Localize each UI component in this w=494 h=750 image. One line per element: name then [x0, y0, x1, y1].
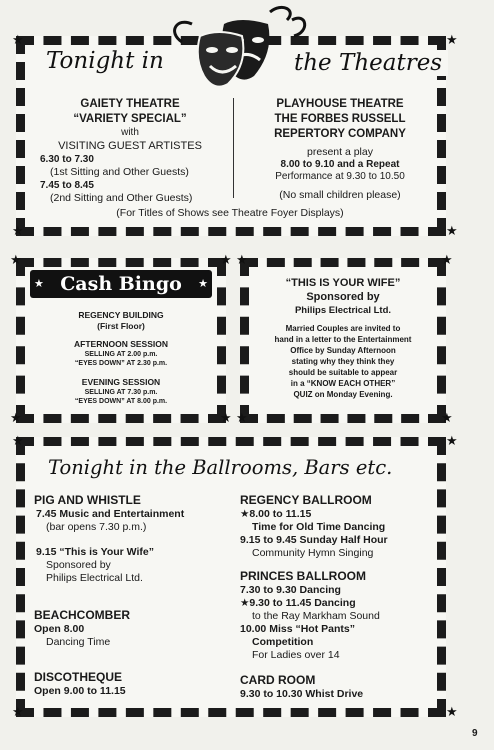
princes-line2: 9.30 to 11.45 Dancing: [249, 597, 356, 609]
bingo-evening-title: EVENING SESSION: [81, 377, 161, 387]
wife-body6: in a “KNOW EACH OTHER”: [290, 379, 396, 388]
playhouse-company1: THE FORBES RUSSELL: [274, 113, 406, 125]
bingo-title: Cash Bingo: [60, 273, 182, 295]
star-icon: ★: [12, 33, 24, 48]
bingo-afternoon-title: AFTERNOON SESSION: [74, 339, 168, 349]
beach-line2: Dancing Time: [46, 636, 111, 648]
star-icon: ★: [34, 277, 44, 290]
wife-details: [252, 276, 434, 400]
playhouse-company2: REPERTORY COMPANY: [274, 128, 406, 140]
star-icon: ★: [446, 705, 458, 720]
playhouse-times2: Performance at 9.30 to 10.50: [275, 171, 405, 182]
regency-line4: Community Hymn Singing: [252, 547, 374, 559]
theatres-title-right: the Theatres: [288, 50, 448, 76]
princes-line5: Competition: [252, 636, 314, 648]
bingo-afternoon-selling: SELLING AT 2.00 p.m.: [84, 351, 158, 358]
star-icon: ★: [198, 277, 208, 290]
bingo-floor: (First Floor): [97, 321, 145, 331]
playhouse-note: (No small children please): [279, 189, 401, 201]
gaiety-time1: 6.30 to 7.30: [40, 154, 94, 165]
wife-sponsor2: Philips Electrical Ltd.: [294, 305, 392, 316]
wife-body5: should be suitable to appear: [288, 368, 398, 377]
playhouse-times1: 8.00 to 9.10 and a Repeat: [280, 159, 400, 170]
princes-name: PRINCES BALLROOM: [240, 569, 366, 583]
pig-line5: Philips Electrical Ltd.: [46, 572, 143, 584]
bingo-evening-selling: SELLING AT 7.30 p.m.: [84, 389, 158, 396]
wife-body3: Office by Sunday Afternoon: [290, 346, 396, 355]
bingo-afternoon-eyes: “EYES DOWN” AT 2.30 p.m.: [74, 360, 168, 367]
star-icon: ★: [12, 434, 24, 449]
gaiety-column: [30, 97, 230, 205]
playhouse-name: PLAYHOUSE THEATRE: [276, 98, 404, 110]
star-icon: ★: [12, 224, 24, 239]
bingo-details: [30, 310, 212, 406]
disco-name: DISCOTHEQUE: [34, 670, 123, 684]
ballrooms-left-column: [34, 492, 234, 698]
theatres-title-left: Tonight in: [40, 48, 170, 74]
wife-title: “THIS IS YOUR WIFE”: [285, 277, 401, 289]
star-icon: ★: [236, 253, 248, 268]
ballrooms-title: Tonight in the Ballrooms, Bars etc.: [48, 456, 393, 479]
star-icon: ★: [441, 411, 453, 426]
star-icon: ★: [446, 33, 458, 48]
princes-line4: 10.00 Miss “Hot Pants”: [240, 623, 355, 635]
playhouse-column: [240, 97, 440, 202]
theatre-masks-icon: [162, 2, 312, 92]
wife-sponsor1: Sponsored by: [306, 291, 380, 303]
princes-line1: 7.30 to 9.30 Dancing: [240, 584, 341, 596]
bingo-banner: [30, 270, 212, 298]
star-icon: ★: [446, 434, 458, 449]
gaiety-name: GAIETY THEATRE: [80, 98, 180, 110]
pig-line3: 9.15 “This is Your Wife”: [36, 546, 154, 558]
regency-line2: Time for Old Time Dancing: [252, 521, 386, 533]
page-number: 9: [472, 728, 478, 739]
princes-line6: For Ladies over 14: [252, 649, 340, 661]
pig-line1: 7.45 Music and Entertainment: [36, 508, 185, 520]
pig-name: PIG AND WHISTLE: [34, 493, 141, 507]
beach-line1: Open 8.00: [34, 623, 85, 635]
regency-line1: 8.00 to 11.15: [249, 508, 312, 520]
wife-body2: hand in a letter to the Entertainment: [274, 335, 412, 344]
gaiety-show: “VARIETY SPECIAL”: [73, 113, 187, 125]
regency-line3: 9.15 to 9.45 Sunday Half Hour: [240, 534, 388, 546]
gaiety-sitting1: (1st Sitting and Other Guests): [50, 166, 189, 178]
playhouse-present: present a play: [307, 146, 373, 158]
disco-line1: Open 9.00 to 11.15: [34, 685, 126, 697]
gaiety-time2: 7.45 to 8.45: [40, 180, 94, 191]
pig-line4: Sponsored by: [46, 559, 111, 571]
gaiety-with: with: [121, 127, 139, 138]
bingo-evening-eyes: “EYES DOWN” AT 8.00 p.m.: [74, 398, 168, 405]
gaiety-sitting2: (2nd Sitting and Other Guests): [50, 192, 193, 204]
card-line1: 9.30 to 10.30 Whist Drive: [240, 688, 364, 700]
wife-body4: stating why they think they: [291, 357, 395, 366]
bingo-venue: REGENCY BUILDING: [78, 310, 164, 320]
theatres-footer: (For Titles of Shows see Theatre Foyer Displays): [116, 207, 344, 219]
wife-body1: Married Couples are invited to: [285, 324, 401, 333]
star-icon: ★: [220, 411, 232, 426]
star-icon: ★: [220, 253, 232, 268]
star-icon: ★: [12, 705, 24, 720]
star-icon: ★: [240, 597, 250, 609]
wife-body7: QUIZ on Monday Evening.: [293, 390, 393, 399]
pig-line2: (bar opens 7.30 p.m.): [46, 521, 147, 533]
star-icon: ★: [446, 224, 458, 239]
star-icon: ★: [236, 411, 248, 426]
princes-line3: to the Ray Markham Sound: [252, 610, 380, 622]
star-icon: ★: [10, 253, 22, 268]
star-icon: ★: [10, 411, 22, 426]
star-icon: ★: [441, 253, 453, 268]
regency-name: REGENCY BALLROOM: [240, 493, 372, 507]
theatres-divider: [233, 98, 234, 198]
ballrooms-right-column: [240, 492, 440, 701]
card-name: CARD ROOM: [240, 673, 316, 687]
star-icon: ★: [240, 508, 250, 520]
beach-name: BEACHCOMBER: [34, 608, 130, 622]
gaiety-guests: VISITING GUEST ARTISTES: [58, 140, 202, 152]
